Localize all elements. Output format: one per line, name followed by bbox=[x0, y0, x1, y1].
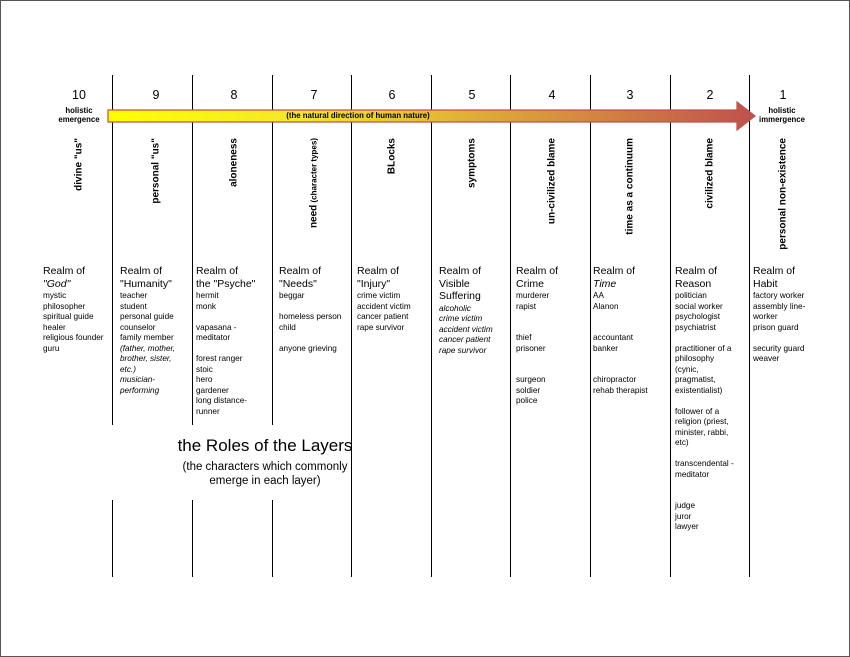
role-item: prison guard bbox=[753, 322, 799, 332]
role-item: politician bbox=[675, 291, 707, 300]
realm-heading bbox=[279, 265, 355, 290]
role-item: weaver bbox=[753, 354, 780, 363]
left-edge-label: holistic emergence bbox=[58, 106, 100, 124]
role-item: worker bbox=[753, 312, 778, 321]
role-item: healer bbox=[43, 322, 66, 332]
layer-number: 2 bbox=[706, 88, 714, 102]
right-edge-label: holistic immergence bbox=[759, 106, 805, 124]
role-item: teacher bbox=[120, 291, 148, 300]
role-item: factory worker bbox=[753, 291, 805, 300]
realm-name: Reason bbox=[675, 277, 712, 290]
roles-title: the Roles of the Layers bbox=[177, 436, 353, 455]
role-item: psychologist bbox=[675, 312, 721, 321]
realm-prefix: Realm of bbox=[43, 265, 86, 277]
role-item: accident victim bbox=[357, 301, 411, 311]
role-item: etc) bbox=[675, 438, 689, 447]
layer-number: 10 bbox=[72, 88, 86, 102]
column-title: need (character types) bbox=[308, 138, 320, 229]
realm-heading bbox=[439, 265, 515, 303]
role-item: thief bbox=[516, 333, 532, 342]
column-body bbox=[439, 265, 515, 356]
realm-prefix: Realm of bbox=[753, 265, 796, 277]
realm-name: Time bbox=[593, 277, 617, 290]
realm-prefix: Realm of bbox=[439, 265, 482, 277]
role-item: beggar bbox=[279, 291, 305, 300]
column-body bbox=[196, 265, 272, 417]
realm-heading bbox=[753, 265, 829, 290]
realm-heading bbox=[675, 265, 751, 290]
realm-heading bbox=[196, 265, 272, 290]
role-item: minister, rabbi, bbox=[675, 427, 729, 437]
realm-name: "God" bbox=[43, 277, 71, 290]
role-item: police bbox=[516, 396, 538, 405]
column-body bbox=[43, 265, 119, 354]
role-item: follower of a bbox=[675, 406, 720, 416]
column-title: personal non-existence bbox=[777, 138, 789, 250]
role-item: crime victim bbox=[357, 291, 401, 300]
role-item: existentialist) bbox=[675, 385, 723, 395]
role-item: rapist bbox=[516, 301, 537, 311]
realm-name: "Humanity" bbox=[120, 277, 172, 290]
role-item: student bbox=[120, 301, 147, 311]
role-item: anyone grieving bbox=[279, 343, 337, 353]
role-item: stoic bbox=[196, 364, 213, 374]
role-item: rape survivor bbox=[439, 345, 487, 355]
role-item: philosophy bbox=[675, 354, 715, 363]
role-item: cancer patient bbox=[357, 312, 409, 321]
role-item: rehab therapist bbox=[593, 385, 648, 395]
column-title: civilized blame bbox=[704, 138, 716, 209]
role-item: lawyer bbox=[675, 522, 699, 531]
column-title: un-civilized blame bbox=[546, 138, 558, 225]
role-item: transcendental - bbox=[675, 459, 734, 468]
realm-heading bbox=[357, 265, 433, 290]
role-item: alcoholic bbox=[439, 303, 471, 313]
role-item: brother, sister, bbox=[120, 354, 172, 363]
role-item: spiritual guide bbox=[43, 312, 94, 321]
realm-prefix: Realm of bbox=[593, 265, 636, 277]
role-item: gardener bbox=[196, 385, 229, 395]
layer-number: 3 bbox=[626, 88, 634, 102]
realm-prefix: Realm of bbox=[196, 265, 239, 277]
layer-number: 6 bbox=[388, 88, 396, 102]
realm-name: "Injury" bbox=[357, 277, 391, 290]
role-item: homeless person bbox=[279, 312, 342, 321]
role-item: judge bbox=[675, 501, 696, 510]
role-item: accident victim bbox=[439, 324, 493, 334]
role-item: accountant bbox=[593, 333, 634, 342]
role-item: etc.) bbox=[120, 364, 136, 374]
role-item: musician- bbox=[120, 375, 156, 384]
role-item: forest ranger bbox=[196, 354, 243, 363]
role-item: social worker bbox=[675, 301, 723, 311]
role-item: meditator bbox=[675, 469, 710, 479]
role-item: assembly line- bbox=[753, 301, 806, 311]
layer-number: 7 bbox=[310, 88, 318, 102]
column-body bbox=[675, 265, 751, 533]
column-title: symptoms bbox=[466, 138, 478, 189]
role-item: personal guide bbox=[120, 312, 174, 321]
role-item: philosopher bbox=[43, 301, 86, 311]
column-title: time as a continuum bbox=[624, 138, 636, 235]
role-item: performing bbox=[120, 385, 160, 395]
realm-heading bbox=[593, 265, 669, 290]
column-divider bbox=[670, 75, 671, 577]
role-item: Alanon bbox=[593, 301, 619, 311]
role-item: monk bbox=[196, 301, 217, 311]
realm-prefix: Realm of bbox=[279, 265, 322, 277]
realm-heading bbox=[43, 265, 119, 290]
realm-heading bbox=[516, 265, 592, 290]
realm-prefix: Realm of bbox=[120, 265, 163, 277]
role-item: long distance- bbox=[196, 396, 247, 405]
role-item: runner bbox=[196, 406, 220, 416]
column-divider bbox=[272, 75, 273, 577]
column-body bbox=[357, 265, 433, 333]
realm-name: the "Psyche" bbox=[196, 277, 256, 290]
layer-number: 5 bbox=[468, 88, 476, 102]
role-item: religious founder bbox=[43, 333, 104, 342]
role-item: (father, mother, bbox=[120, 343, 176, 353]
role-item: (cynic, bbox=[675, 364, 699, 374]
role-item: psychiatrist bbox=[675, 322, 716, 332]
role-item: crime victim bbox=[439, 314, 483, 323]
realm-heading bbox=[120, 265, 196, 290]
role-item: rape survivor bbox=[357, 322, 405, 332]
role-item: murderer bbox=[516, 291, 550, 300]
role-item: prisoner bbox=[516, 343, 546, 353]
column-title: BLocks bbox=[386, 138, 398, 175]
role-item: AA bbox=[593, 291, 604, 300]
realm-name: "Needs" bbox=[279, 277, 317, 290]
role-item: mystic bbox=[43, 291, 67, 300]
column-title: personal "us" bbox=[150, 138, 162, 204]
column-title: aloneness bbox=[228, 138, 240, 187]
column-body bbox=[753, 265, 829, 365]
layer-number: 9 bbox=[152, 88, 160, 102]
role-item: security guard bbox=[753, 343, 805, 353]
column-body bbox=[516, 265, 592, 407]
role-item: family member bbox=[120, 333, 174, 342]
role-item: hero bbox=[196, 375, 213, 384]
role-item: vapasana - bbox=[196, 322, 237, 332]
role-item: soldier bbox=[516, 385, 541, 395]
arrow-label: (the natural direction of human nature) bbox=[286, 111, 430, 120]
realm-prefix: Realm of bbox=[675, 265, 718, 277]
role-item: counselor bbox=[120, 322, 156, 332]
realm-name: Habit bbox=[753, 277, 778, 290]
roles-subtitle: (the characters which commonly emerge in each layer) bbox=[182, 461, 348, 487]
column-title: divine "us" bbox=[73, 138, 85, 191]
column-body bbox=[279, 265, 355, 354]
layer-number: 8 bbox=[230, 88, 238, 102]
layer-number: 4 bbox=[548, 88, 556, 102]
role-item: religion (priest, bbox=[675, 417, 729, 426]
role-item: child bbox=[279, 322, 296, 332]
role-item: practitioner of a bbox=[675, 343, 732, 353]
column-body bbox=[593, 265, 669, 396]
role-item: pragmatist, bbox=[675, 375, 716, 384]
role-item: guru bbox=[43, 343, 60, 353]
role-item: chiropractor bbox=[593, 375, 637, 384]
role-item: surgeon bbox=[516, 375, 546, 384]
role-item: cancer patient bbox=[439, 335, 491, 344]
realm-prefix: Realm of bbox=[516, 265, 559, 277]
realm-name: Crime bbox=[516, 277, 544, 290]
layer-number: 1 bbox=[779, 88, 787, 102]
realm-name: Visible Suffering bbox=[439, 277, 481, 302]
column-body bbox=[120, 265, 196, 396]
realm-prefix: Realm of bbox=[357, 265, 400, 277]
role-item: juror bbox=[675, 511, 692, 521]
role-item: banker bbox=[593, 343, 619, 353]
role-item: meditator bbox=[196, 333, 231, 342]
role-item: hermit bbox=[196, 291, 219, 300]
